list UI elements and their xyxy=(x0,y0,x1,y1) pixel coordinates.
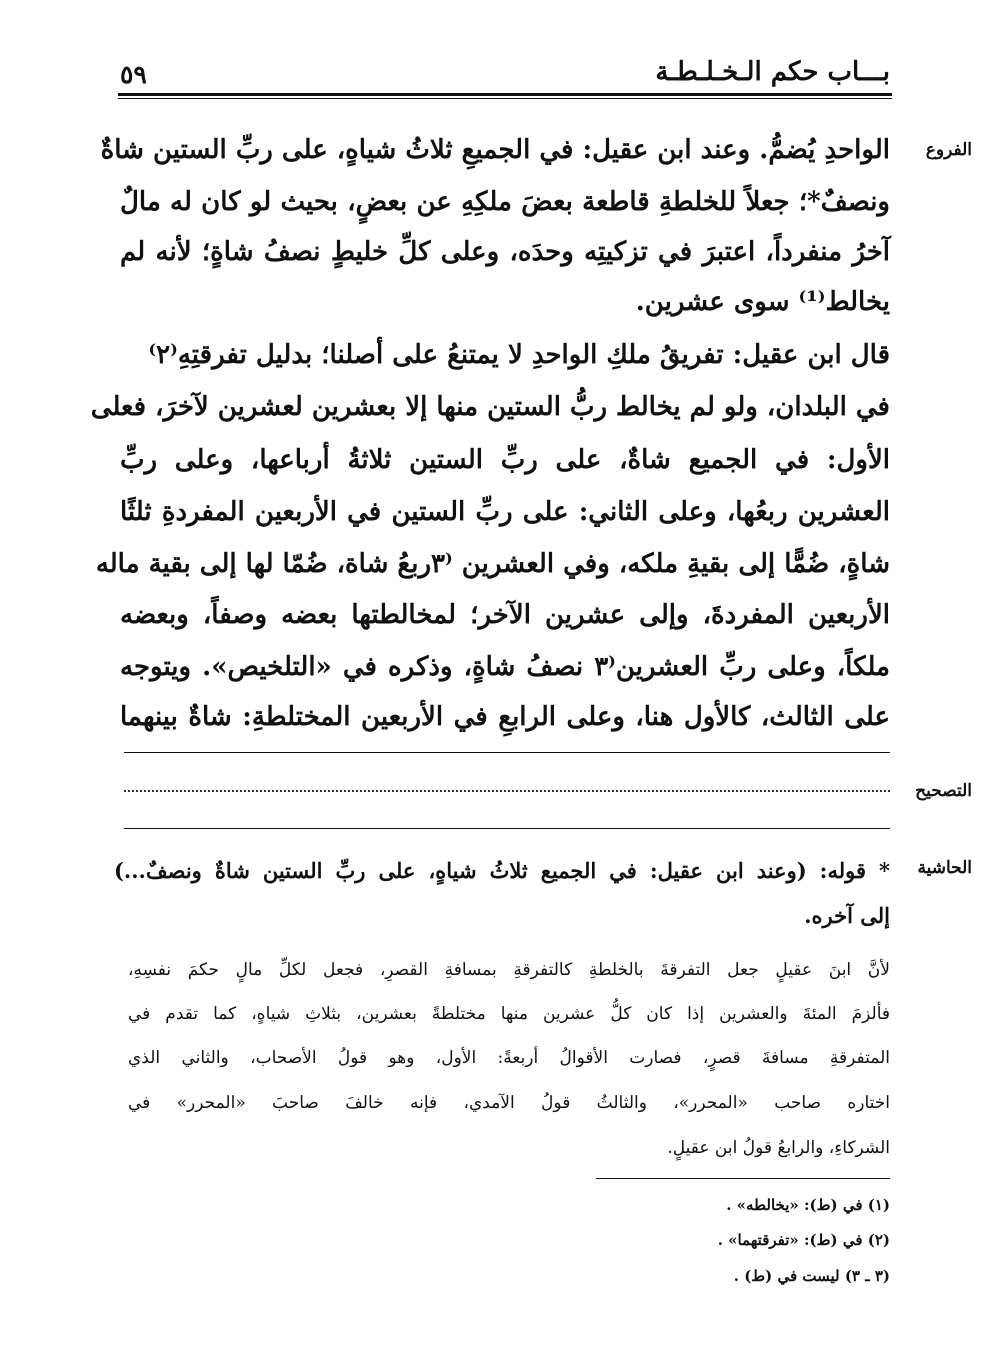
hashiya-line: إلى آخره. xyxy=(804,903,890,928)
main-text-line: الأول: في الجميع شاةٌ، على ربِّ الستين ثلاثةُ أرباعها، وعلى ربِّ xyxy=(120,445,890,475)
commentary-line: لأنَّ ابنَ عقيلٍ جعل التفرقةَ بالخلطةِ كالتفرقةِ بمسافةِ القصرِ، فجعل لكلِّ مالٍ حكمَ نفسِهِ، xyxy=(128,960,890,980)
footnote-rule xyxy=(596,1178,890,1179)
footnote: (١) في (ط): «يخالطه» . xyxy=(726,1196,890,1214)
main-text-line: العشرين ربعُها، وعلى الثاني: على ربِّ الستين في الأربعين المفردةِ ثلثًا xyxy=(120,497,890,527)
footnote: (٣ ـ ٣) ليست في (ط) . xyxy=(733,1267,890,1285)
hashiya-line: * قوله: (وعند ابن عقيل: في الجميع ثلاثُ شياهٍ، على ربِّ الستين شاةٌ ونصفٌ...) xyxy=(114,858,890,883)
main-text-line: الأربعين المفردةَ، وإلى عشرين الآخر؛ لمخالطتها بعضه وصفاً، وبعضه xyxy=(120,600,890,630)
commentary-line: فألزمَ المئةَ والعشرين إذا كان كلُّ عشرين منها مختلطةً بعشرين، بثلاثِ شياهٍ، كما تقدم في xyxy=(128,1004,890,1024)
commentary-line: اختاره صاحب «المحرر»، والثالثُ قولُ الآمدي، فإنه خالفَ صاحبَ «المحرر» في xyxy=(128,1093,890,1113)
chapter-title: بـــاب حكم الـخـلـطـة xyxy=(655,57,890,87)
main-text-line: آخرُ منفرداً، اعتبرَ في تزكيتِه وحدَه، وعلى كلِّ خليطٍ نصفُ شاةٍ؛ لأنه لم xyxy=(120,237,890,267)
footnote: (٢) في (ط): «تفرقتهما» . xyxy=(717,1231,890,1249)
header-rule xyxy=(118,93,892,96)
main-text-line: شاةٍ، ضُمًّا إلى بقيةِ ملكه، وفي العشرين ⁽٣ربعُ شاة، ضُمّا لها إلى بقية ماله xyxy=(95,549,890,579)
main-text-line: ملكاً، وعلى ربِّ العشرين⁽٣ نصفُ شاةٍ، وذكره في «التلخيص». ويتوجه xyxy=(120,652,890,682)
main-text-line: يخالط⁽¹⁾ سوى عشرين. xyxy=(635,287,890,317)
section-divider xyxy=(124,752,890,753)
section-divider xyxy=(124,828,890,829)
page-number: ٥٩ xyxy=(120,60,147,89)
margin-label-furu: الفروع xyxy=(925,140,972,160)
main-text-line: على الثالث، كالأول هنا، وعلى الرابعِ في الأربعين المختلطةِ: شاةٌ بينهما xyxy=(120,702,890,732)
margin-label-tashih: التصحيح xyxy=(915,781,972,801)
margin-label-hashiya: الحاشية xyxy=(917,858,972,878)
main-text-line: الواحدِ يُضمُّ. وعند ابن عقيل: في الجميعِ ثلاثُ شياهٍ، على ربِّ الستين شاةٌ xyxy=(100,135,890,165)
commentary-line: الشركاءِ، والرابعُ قولُ ابن عقيلٍ. xyxy=(667,1138,890,1158)
main-text-line: ونصفٌ*؛ جعلاً للخلطةِ قاطعة بعضَ ملكِهِ عن بعضٍ، بحيث لو كان له مالٌ xyxy=(120,187,890,217)
header-rule-thin xyxy=(118,98,892,99)
commentary-line: المتفرقةِ مسافةَ قصرٍ، فصارت الأقوالُ أربعةً: الأول، وهو قولُ الأصحاب، والثاني الذي xyxy=(128,1048,890,1068)
tashih-dotted-line xyxy=(124,790,890,792)
main-text-line: قال ابن عقيل: تفريقُ ملكِ الواحدِ لا يمتنعُ على أصلنا؛ بدليل تفرقتِهِ⁽٢⁾ xyxy=(148,340,890,370)
main-text-line: في البلدان، ولو لم يخالط ربُّ الستين منها إلا بعشرين لعشرين لآخرَ، فعلى xyxy=(90,392,890,422)
